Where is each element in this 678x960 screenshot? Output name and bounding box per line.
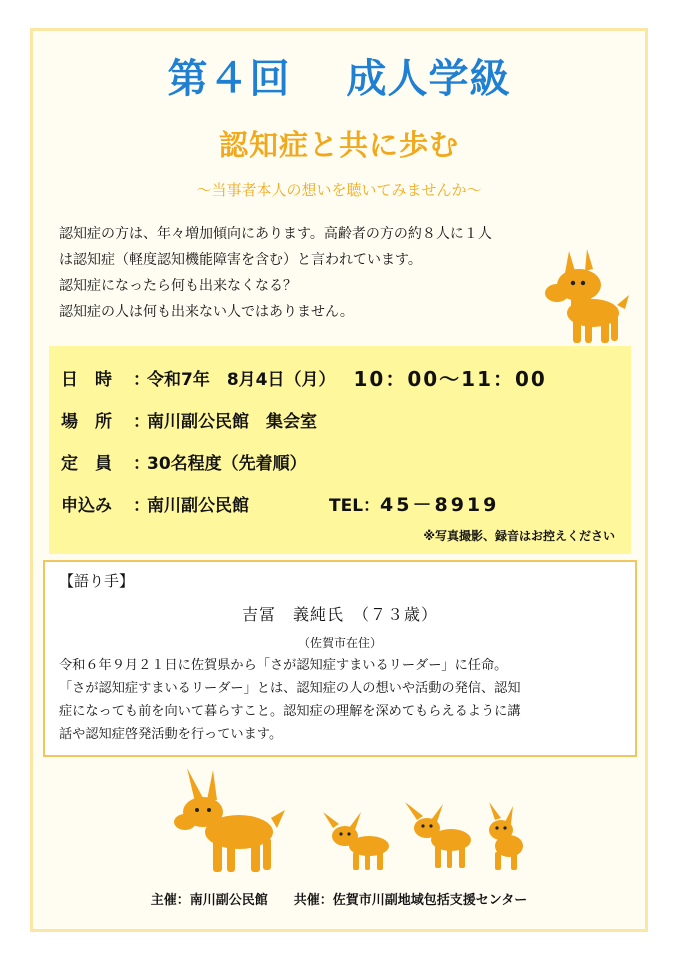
bio-line: 「さが認知症すまいるリーダー」とは、認知症の人の想いや活動の発信、認知 xyxy=(59,681,521,696)
date-value: 令和7年 8月4日（月） xyxy=(147,369,336,390)
deer-illustration-icon xyxy=(535,243,631,345)
speaker-residence: （佐賀市在住） xyxy=(297,636,382,650)
bio-line: 令和６年９月２１日に佐賀県から「さが認知症すまいるリーダー」に任命。 xyxy=(59,658,508,673)
apply-label: 申込み xyxy=(61,495,112,516)
apply-row: 申込み ： 南川副公民館 TEL： 45－8919 xyxy=(61,482,631,524)
bio-line: 話や認知症啓発活動を行っています。 xyxy=(59,727,283,742)
organizer-footer: 主催：南川副公民館 共催：佐賀市川副地域包括支援センター xyxy=(150,893,528,908)
event-tagline: ～当事者本人の想いを聴いてみませんか～ xyxy=(196,181,482,199)
capacity-value: 30名程度（先着順） xyxy=(147,453,307,474)
capacity-row: 定 員 ： 30名程度（先着順） xyxy=(61,440,631,482)
intro-line: 認知症になったら何も出来なくなる？ xyxy=(59,278,297,294)
bio-line: 症になっても前を向いて暮らすこと。認知症の理解を深めてもらえるように講 xyxy=(59,704,521,719)
date-label: 日 時 xyxy=(61,369,112,390)
photo-note: ※写真撮影、録音はお控えください xyxy=(423,529,615,543)
place-value: 南川副公民館 集会室 xyxy=(147,411,317,432)
tel-label: TEL： xyxy=(329,495,381,516)
date-row: 日 時 ： 令和7年 8月4日（月） 10：00～11：00 xyxy=(61,356,631,398)
speaker-heading: 【語り手】 xyxy=(59,572,135,590)
intro-line: 認知症の方は、年々増加傾向にあります。高齢者の方の約８人に１人 xyxy=(59,226,492,242)
time-value: 10：00～11：00 xyxy=(353,366,547,391)
event-info-box xyxy=(49,346,631,554)
tel-number: 45－8919 xyxy=(380,493,500,516)
deer-family-icon xyxy=(173,766,523,874)
flyer-page xyxy=(30,28,648,932)
speaker-box xyxy=(43,560,637,757)
intro-line: 認知症の人は何も出来ない人ではありません。 xyxy=(59,304,354,320)
speaker-name: 吉冨 義純氏 （７３歳） xyxy=(241,605,438,624)
capacity-label: 定 員 xyxy=(61,453,112,474)
event-subtitle: 認知症と共に歩む xyxy=(218,128,459,162)
speaker-bio xyxy=(59,654,629,746)
place-row: 場 所 ： 南川副公民館 集会室 xyxy=(61,398,631,440)
intro-line: は認知症（軽度認知機能障害を含む）と言われています。 xyxy=(59,252,422,268)
event-title: 第４回 成人学級 xyxy=(167,56,511,102)
apply-value: 南川副公民館 xyxy=(147,495,249,516)
place-label: 場 所 xyxy=(61,411,112,432)
